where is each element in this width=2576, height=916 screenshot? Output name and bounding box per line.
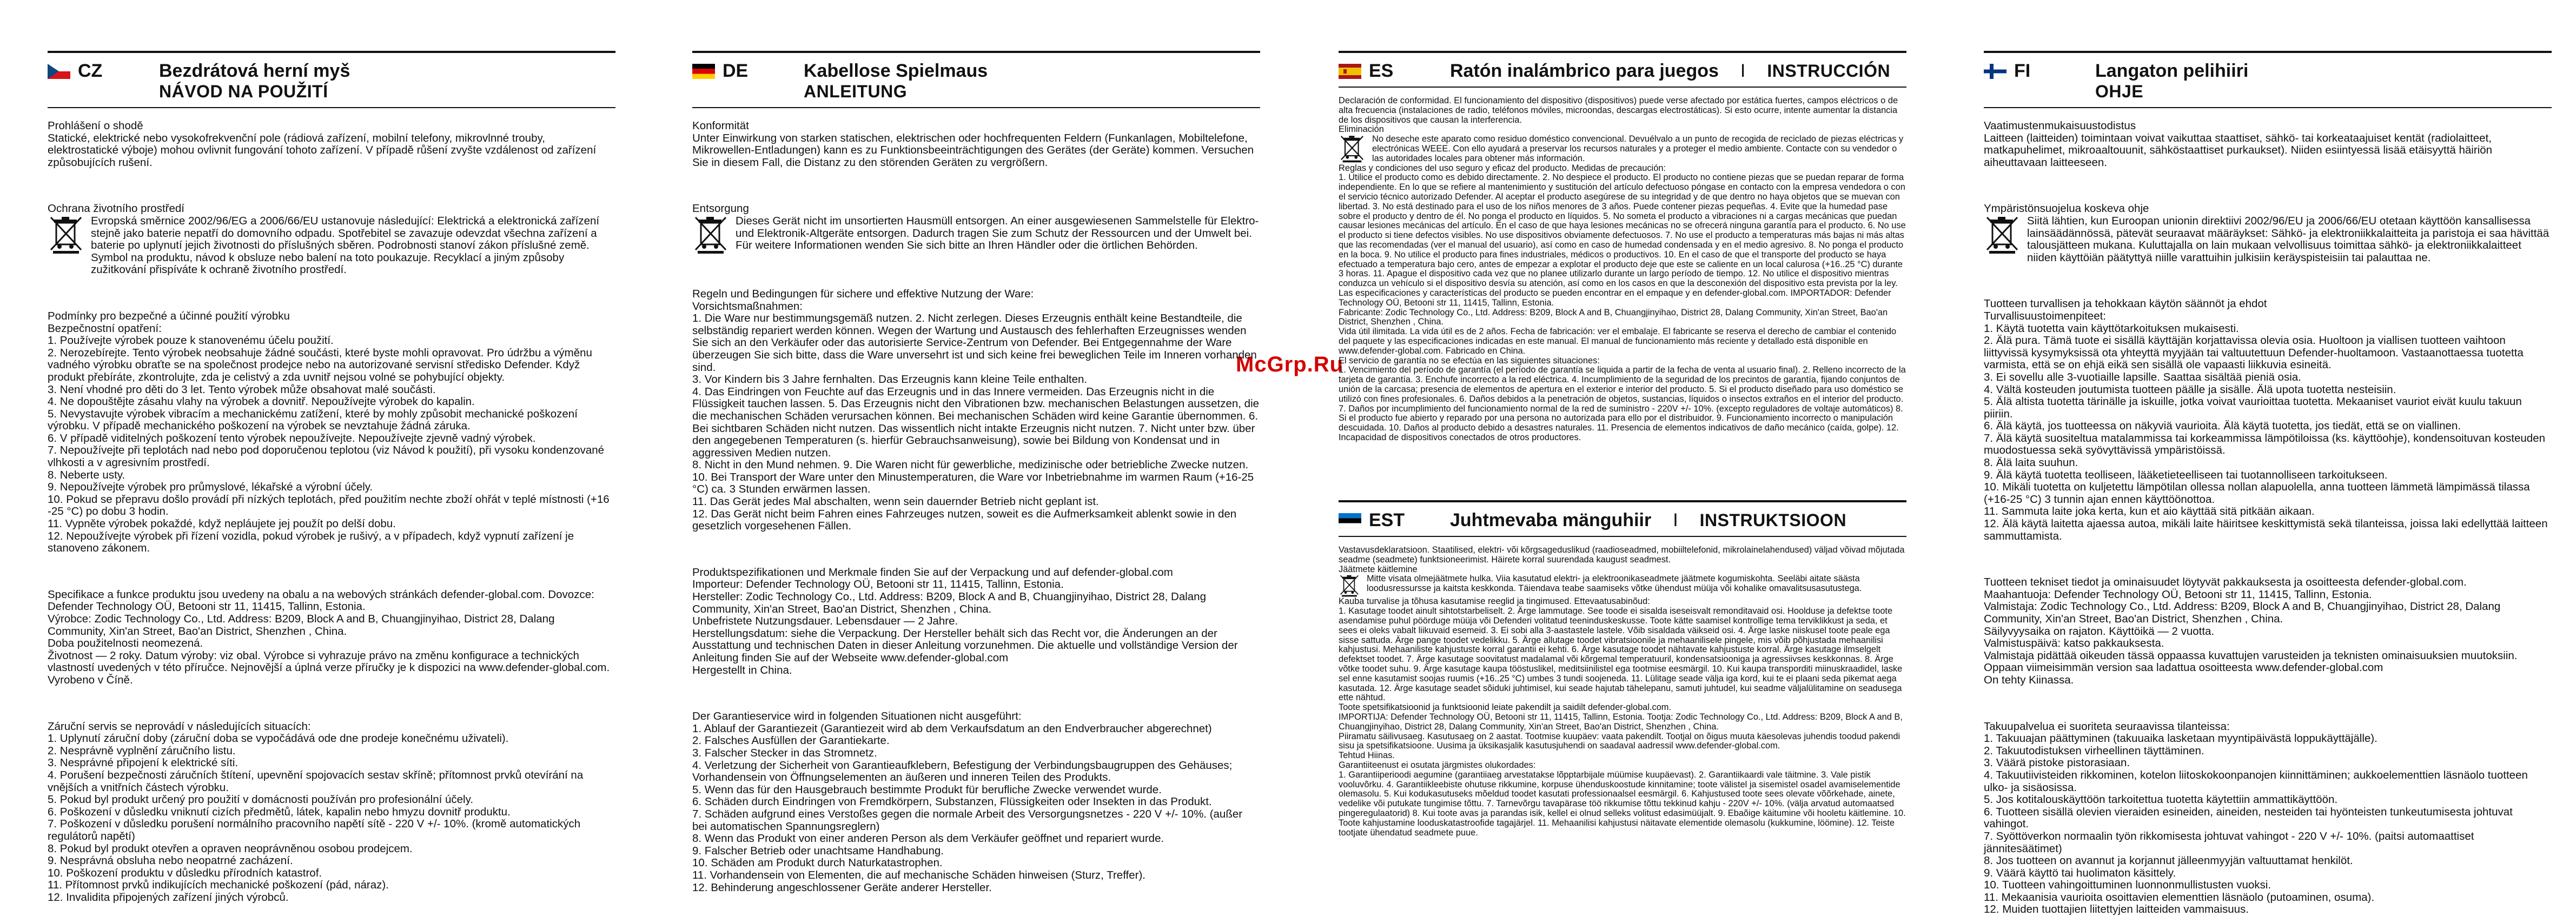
paragraph: Herstellungsdatum: siehe die Verpackung. Der Hersteller behält sich das Recht vor, die Änderungen an der Ausstattung und technischen Daten in dieser Anleitung vorzunehmen. Die aktuelle und vollständige Version der Anleitung finden Sie auf der Webseite www.defender-global.com bbox=[692, 627, 1238, 664]
manual-subtitle: NÁVOD NA POUŽITÍ bbox=[159, 82, 328, 101]
paragraph: 11. Vorhandensein von Elementen, die auf mechanische Schäden hinweisen (Sturz, Treffer). bbox=[692, 868, 1145, 881]
paragraph: 4. Das Eindringen von Feuchte auf das Erzeugnis und in das Innere vermeiden. Das Erzeugnis nicht in die Flüssigkeit tauchen lassen. 5. Das Erzeugnis nicht den Vibrationen bzw. mechanischen Belastungen aussetzen, die die mechanischen Schäden verursachen können. Bei mechanischen Schäden wird keine Garantie übernommen. 6. Bei sichtbaren Schäden nicht nutzen. Das wissentlich nicht intakte Erzeugnis nicht nutzen. 7. Nicht unter bzw. über den angegebenen Temperaturen (s. hierfür Gebrauchsanweisung), sowie bei Bildung von Kondensat und in aggressiven Medien nutzen. bbox=[692, 385, 1260, 459]
flag-fi-icon bbox=[1984, 64, 2007, 79]
body-cz bbox=[48, 120, 615, 904]
crossed-bin-icon bbox=[1339, 135, 1366, 163]
environment-text: Evropská směrnice 2002/96/EG a 2006/66/EU ustanovuje následující: Elektrická a elektronická zařízení stejně jako baterie nepatří do domovního odpadu. Spotřebitel se zavazuje odevzdat všechna zařízení a baterie po uplynutí jejich životnosti do příslušných sběren. Podrobnosti stanoví zákon příslušné země. Symbol na produktu, návod k obsluze nebo balení na toto poukazuje. Recyklací a jiným způsoby zužitkování přispíváte k ochraně životního prostředí. bbox=[91, 214, 600, 276]
lang-code: FI bbox=[2014, 61, 2031, 81]
paragraph: 10. Mikäli tuotetta on kuljetettu lämpötilan ollessa nollan alapuolella, anna tuotteen lämmetä lämpimässä tilassa (+16-25 °C) 3 tunnin ajan ennen käyttöönottoa. bbox=[1984, 481, 2530, 506]
paragraph: 1. Používejte výrobek pouze k stanovenému účelu použití. bbox=[48, 334, 334, 347]
product-title: Ratón inalámbrico para juegos bbox=[1450, 61, 1719, 81]
paragraph: Ochrana životního prostředí bbox=[48, 202, 184, 215]
paragraph: Doba použitelnosti neomezená. bbox=[48, 637, 203, 650]
paragraph: 2. Takuutodistuksen virheellinen täyttäminen. bbox=[1984, 744, 2204, 757]
paragraph: 9. Älä käytä tuotetta teolliseen, lääketieteelliseen tai tuotannolliseen tarkoitukseen. bbox=[1984, 468, 2388, 481]
section-cz bbox=[48, 51, 615, 904]
paragraph: 11. Sammuta laite joka kerta, kun et aio käyttää sitä pitkään aikaan. bbox=[1984, 505, 2315, 518]
paragraph-gap bbox=[692, 688, 1260, 700]
environment-note bbox=[1984, 215, 2552, 264]
paragraph: Kauba turvalise ja tõhusa kasutamise reeglid ja tingimused. Ettevaatusabinõud: bbox=[1339, 596, 1650, 607]
paragraph: Produktspezifikationen und Merkmale finden Sie auf der Verpackung und auf defender-global.com bbox=[692, 566, 1173, 579]
paragraph: 3. Vor Kindern bis 3 Jahre fernhalten. Das Erzeugnis kann kleine Teile enthalten. bbox=[692, 373, 1088, 386]
paragraph-gap bbox=[1984, 275, 2552, 287]
paragraph: 1. Utilice el producto como es debido directamente. 2. No despiece el producto. El producto no contiene piezas que se puedan reparar de forma independiente. En lo que se refiere al mantenimiento y sustitución del artículo defectuoso póngase en contacto con la empresa vendedora o con el servicio técnico autorizado Defender. Al aceptar el producto asegúrese de su integridad y de que dentro no haya objetos que se muevan con libertad. 3. No está destinado para el uso de los niños menores de 3 años. Puede contener piezas pequeñas. 4. Evite que la humedad pase sobre el producto y dentro de él. No ponga el producto en líquidos. 5. No someta el producto a vibraciones ni a cargas mecánicas que puedan causar lesiones mecánicas del artículo. En el caso de que haya lesiones mecánicas no se ofrecerá ninguna garantía para el producto. 6. No use el producto si tiene defectos visibles. No use dispositivos obviamente defectuosos. 7. No use el producto a temperaturas más bajas ni más altas que las recomendadas (ver el manual del usuario), así como en caso de humedad condensada y en el medio agresivo. 8. No ponga el producto en la boca. 9. No utilice el producto para fines industriales, médicos o productivos. 10. En el caso de que el transporte del producto se haya efectuado a temperatura bajo cero, antes de empezar a explotar el producto deje que este se caliente en un local calurosa (+16..25 °C) durante 3 horas. 11. Apague el dispositivo cada vez que no planee utilizarlo durante un largo período de tiempo. 12. No utilice el dispositivo mientras conduzca un vehículo si el dispositivo desvía su atención, así como en los casos en que la desconexión del dispositivo esta prevista por la ley. bbox=[1339, 172, 1906, 289]
paragraph: 2. Falsches Ausfüllen der Garantiekarte. bbox=[692, 734, 890, 747]
paragraph: Eliminación bbox=[1339, 124, 1384, 135]
paragraph: 12. Invalidita připojených zařízení jiných výrobců. bbox=[48, 891, 289, 904]
paragraph: Takuupalvelua ei suoriteta seuraavissa tilanteissa: bbox=[1984, 720, 2230, 733]
paragraph: 12. Nepoužívejte výrobek při řízení vozidla, pokud výrobek je rušivý, a v případech, když vypnutí zařízení je stanoveno zákonem. bbox=[48, 529, 574, 555]
flag-de-icon bbox=[692, 64, 715, 79]
watermark: McGrp.Ru bbox=[1236, 353, 1344, 376]
paragraph: Toote spetsifikatsioonid ja funktsioonid leiate pakendilt ja saidilt defender-global.com. bbox=[1339, 702, 1672, 713]
paragraph: Vastavusdeklaratsioon. Staatilised, elektri- või kõrgsageduslikud (raadioseadmed, mobiiltelefonid, mikrolainelahendused) väljad võivad mõjutada seadme (seadmete) funktsioneerimist. Häirete korral suurendada kaugust seadmest. bbox=[1339, 545, 1905, 565]
crossed-bin-icon bbox=[1339, 574, 1360, 597]
divider bbox=[1339, 87, 1906, 88]
header-cz bbox=[48, 51, 615, 102]
paragraph: 11. Mekaanisia vaurioita osoittavien elementtien läsnäolo (putoaminen, osuma). bbox=[1984, 891, 2375, 904]
paragraph: 11. Přítomnost prvků indikujících mechanické poškození (pád, náraz). bbox=[48, 879, 389, 892]
paragraph: 12. Behinderung angeschlossener Geräte anderer Hersteller. bbox=[692, 881, 992, 894]
paragraph: Las especificaciones y características del producto se pueden encontrar en el empaque y en defender-global.com. IMPORTADOR: Defender Technology OÜ, Betooni str 11, 11415, Tallinn, Estonia. bbox=[1339, 288, 1891, 308]
paragraph: 4. Takuutiivisteiden rikkominen, kotelon liitoskokoonpanojen kiinnittäminen; aukkoelementtien läsnäolo tuotteen ulko- ja sisäosissa. bbox=[1984, 768, 2528, 794]
divider bbox=[692, 107, 1260, 108]
paragraph: Piiramatu säilivusaeg. Kasutusaeg on 2 aastat. Tootmise kuupäev: vaata pakendilt. Tootjal on õigus muuta käesolevas juhendis toodud pakendi sisu ja spetsifikatsioone. Uusima ja üksikasjalik kasutusjuhendi on saadaval aadressil www.defender-global.com. bbox=[1339, 731, 1900, 751]
environment-text: Siitä lähtien, kun Euroopan unionin direktiivi 2002/96/EU ja 2006/66/EU otetaan käyttöön kansallisessa lainsäädännössä, pätevät seuraavat määräykset: Sähkö- ja elektroniikkalaitteita ja paristoja ei saa hävittää talousjätteen mukana. Kuluttajalla on lain mukaan velvollisuus toimittaa sähkö- ja elektroniikkalaitteet niiden käyttöiän päätyttyä niille varattuihin julkisiin keräyspisteisiin tai palauttaa ne. bbox=[2027, 214, 2549, 264]
paragraph: 6. Tuotteen sisällä olevien vieraiden esineiden, aineiden, nesteiden tai hyönteisten tunkeutumisesta johtuvat vahingot. bbox=[1984, 805, 2513, 831]
paragraph-gap bbox=[692, 180, 1260, 192]
paragraph: Konformität bbox=[692, 120, 749, 132]
environment-text: Mitte visata olmejäätmete hulka. Viia kasutatud elektri- ja elektroonikaseadmete jäätmete kogumiskohta. Seeläbi aitate säästa loodusressursse ja kaitsta keskkonda. Täiendava teabe saamiseks võtke ühendust müüja või kohalike omavalitsusasutustega. bbox=[1367, 574, 1862, 594]
paragraph: 5. Älä altista tuotetta tärinälle ja iskuille, jotka voivat vaurioittaa tuotetta. Mekaaniset vauriot eivät kuulu takuun piiriin. bbox=[1984, 395, 2522, 420]
paragraph: Tuotteen tekniset tiedot ja ominaisuudet löytyvät pakkauksesta ja osoitteesta defender-global.com. bbox=[1984, 576, 2467, 589]
header-fi bbox=[1984, 51, 2552, 102]
paragraph: 5. Wenn das für den Hausgebrauch bestimmte Produkt für berufliche Zwecke verwendet wurde. bbox=[692, 783, 1162, 796]
divider bbox=[1984, 107, 2552, 108]
environment-text: No deseche este aparato como residuo doméstico convencional. Devuélvalo a un punto de recogida de reciclado de piezas eléctricas y electrónicas WEEE. Con ello ayudará a preservar los recursos naturales y a proteger el medio ambiente. Contacte con su vendedor o las autoridades locales para obtener más información. bbox=[1372, 134, 1904, 163]
product-title: Kabellose Spielmaus bbox=[804, 61, 988, 81]
paragraph: Bezpečnostní opatření: bbox=[48, 322, 162, 335]
paragraph-gap bbox=[1984, 554, 2552, 566]
paragraph: 10. Poškození produktu v důsledku přírodních katastrof. bbox=[48, 866, 322, 879]
paragraph: 7. Nepoužívejte při teplotách nad nebo pod doporučenou teplotou (viz Návod k použití), při vysoku kondenzované vlhkosti a v agresivním prostředí. bbox=[48, 444, 605, 469]
paragraph: Hersteller: Zodic Technology Co., Ltd. Address: B209, Block A and B, Chuangjinyihao, District 28, Dalang Community, Xin'an Street, Bao'an District, Shenzhen , China. bbox=[692, 590, 1206, 615]
title-separator: I bbox=[1740, 61, 1746, 81]
paragraph: Maahantuoja: Defender Technology OÜ, Betooni str 11, 11415, Tallinn, Estonia. bbox=[1984, 588, 2372, 601]
paragraph: 1. Vencimiento del período de garantía (el período de garantía se liquida a partir de la fecha de venta al usuario final). 2. Relleno incorrecto de la tarjeta de garantía. 3. Enchufe incorrecto a la red eléctrica. 4. Incumplimiento de la seguridad de los precintos de garantía, fijando conjuntos de unión de la carcasa; presencia de elementos de apertura en el exterior e interior del producto. 5. Si el producto diseñado para uso doméstico se utilizó con fines profesionales. 6. Daños debidos a la penetración de objetos, sustancias, líquidos o insectos extraños en el interior del producto. 7. Daños por incumplimiento del funcionamiento normal de la red de suministro - 220V +/- 10%. (excepto reguladores de voltaje automáticos) 8. Si el producto fue abierto y reparado por una persona no autorizada para ello por el distribuidor. 9. Funcionamiento incorrecto o manipulación descuidada. 10. Daños al producto debido a desastres naturales. 11. Presencia de elementos indicativos de daño mecánico (caída, golpe). 12. Incapacidad de dispositivos conectados de otros productores. bbox=[1339, 365, 1906, 442]
paragraph: 4. Ne dopouštějte zásahu vlahy na výrobek a dovnitř. Nepoužívejte výrobek do kapalin. bbox=[48, 395, 475, 408]
paragraph: Specifikace a funkce produktu jsou uvedeny na obalu a na webových stránkách defender-global.com. Dovozce: Defender Technology OÜ, Betooni str 11, 11415, Tallinn, Estonia. bbox=[48, 588, 594, 613]
paragraph: 1. Ablauf der Garantiezeit (Garantiezeit wird ab dem Verkaufsdatum an den Endverbraucher abgerechnet) bbox=[692, 722, 1212, 735]
section-es bbox=[1339, 51, 1906, 443]
paragraph-gap bbox=[48, 180, 615, 192]
paragraph-gap bbox=[48, 566, 615, 578]
lang-code: EST bbox=[1369, 510, 1405, 530]
paragraph: Declaración de conformidad. El funcionamiento del dispositivo (dispositivos) puede verse afectado por estática fuertes, campos eléctricos o de alta frecuencia (instalaciones de radio, teléfonos móviles, microondas, descargas electrostáticas). Si esto ocurre, intente aumentar la distancia de los dispositivos que causan la interferencia. bbox=[1339, 96, 1898, 125]
paragraph: 7. Älä käytä suositeltua matalammissa tai korkeammissa lämpötiloissa (ks. käyttöohje), kondensoituvan kosteuden muodostuessa sekä syövyttävissä ympäristöissä. bbox=[1984, 432, 2546, 457]
paragraph: 9. Falscher Betrieb oder unachtsame Handhabung. bbox=[692, 844, 944, 857]
product-title: Bezdrátová herní myš bbox=[159, 61, 350, 81]
paragraph: Tehtud Hiinas. bbox=[1339, 751, 1395, 761]
paragraph-gap bbox=[692, 265, 1260, 277]
paragraph: 11. Vypněte výrobek pokaždé, když nepláujete jej použít po delší dobu. bbox=[48, 517, 396, 530]
title-separator: I bbox=[1673, 510, 1678, 530]
paragraph: 3. Falscher Stecker in das Stromnetz. bbox=[692, 746, 877, 759]
paragraph: 10. Tuotteen vahingoittuminen luonnonmullistusten vuoksi. bbox=[1984, 879, 2272, 892]
paragraph: 4. Vältä kosteuden joutumista tuotteen päälle ja sisälle. Älä upota tuotetta nesteisiin. bbox=[1984, 383, 2396, 396]
paragraph: 7. Syöttöverkon normaalin työn rikkomisesta johtuvat vahingot - 220 V +/- 10%. (paitsi automaattiset jännitesäätimet) bbox=[1984, 829, 2474, 855]
crossed-bin-icon bbox=[48, 215, 84, 254]
paragraph: 8. Jos tuotteen on avannut ja korjannut jälleenmyyjän valtuuttamat henkilöt. bbox=[1984, 854, 2353, 867]
manual-subtitle: OHJE bbox=[2095, 82, 2144, 101]
lang-code: DE bbox=[723, 61, 749, 81]
paragraph: Fabricante: Zodic Technology Co., Ltd. Address: B209, Block A and B, Chuangjinyihao, District 28, Dalang Community, Xin'an Street, Bao'an District, Shenzhen , China. bbox=[1339, 307, 1888, 327]
paragraph: 6. Älä käytä, jos tuotteessa on näkyviä vaurioita. Älä käytä tuotetta, jos tiedät, että se on viallinen. bbox=[1984, 420, 2461, 433]
paragraph: El servicio de garantía no se efectúa en las siguientes situaciones: bbox=[1339, 355, 1600, 366]
body-fi bbox=[1984, 120, 2552, 916]
paragraph: Valmistaja: Zodic Technology Co., Ltd. Address: B209, Block A and B, Chuangjinyihao, District 28, Dalang Community, Xin'an Street, Bao'an District, Shenzhen , China. bbox=[1984, 600, 2501, 625]
manual-subtitle: INSTRUCCIÓN bbox=[1767, 61, 1891, 81]
paragraph: On tehty Kiinassa. bbox=[1984, 673, 2074, 686]
paragraph: 12. Das Gerät nicht beim Fahren eines Fahrzeuges nutzen, soweit es die Aufmerksamkeit ablenkt sowie in den gesetzlich vorgesehenen Fällen. bbox=[692, 507, 1237, 533]
paragraph: 4. Porušení bezpečnosti záručních štítení, upevnění spojovacích sestav skříně; přítomnost prvků otevírání na vnějších a vnitřních částech výrobku. bbox=[48, 768, 584, 794]
paragraph: 1. Kasutage toodet ainult sihtotstarbeliselt. 2. Ärge lammutage. See toode ei sisalda iseseisvalt remonditavaid osi. Hoolduse ja defektse toote asendamise puhul pöörduge müüja või Defenderi volitatud teeninduskeskusse. Toote kätte saamisel kontrollige tema terviklikkust ja seda, et sees ei oleks vabalt liikuvaid esemeid. 3. Ei sobi alla 3-aastastele lastele. Võib sisaldada väikseid osi. 4. Ärge laske niiskusel toote peale ega sisse sattuda. Ärge pange toodet vedelikku. 5. Ärge allutage toodet vibratsioonile ja mehaanilisele pingele, mis võib põhjustada mehaanilisi kahjustusi. Mehaaniliste kahjustuste korral garantii ei kehti. 6. Ärge kasutage toodet nähtavate kahjustuste korral. Ärge kasutage ilmselgelt defektset toodet. 7. Ärge kasutage soovitatust madalamal või kõrgemal temperatuuril, kondensatsiooniga ja agressiivses keskkonnas. 8. Ärge võtke toodet suhu. 9. Ärge kasutage kaupa tööstuslikel, meditsiinilistel ega tootmise eesmärgil. 10. Kui kaupa transporditi miinuskraadidel, laske sel enne kasutamist soojas ruumis (+16..25 °C) umbes 3 tundi soojeneda. 11. Lülitage seade välja iga kord, kui te ei plaani seda pikemat aega kasutada. 12. Ärge kasutage seadet sõiduki juhtimisel, kui seade hajutab tähelepanu, samuti juhtudel, kui seadme väljalülitamine on seadusega ette nähtud. bbox=[1339, 606, 1903, 703]
paragraph: 8. Neberte usty. bbox=[48, 468, 125, 481]
paragraph: Hergestellt in China. bbox=[692, 663, 792, 676]
body-es bbox=[1339, 96, 1906, 443]
paragraph: 5. Nevystavujte výrobek vibracím a mechanickému zatížení, které by mohly způsobit mechanické poškození výrobku. V případě mechanického poškození na výrobek se nevztahuje žádná záruka. bbox=[48, 407, 578, 433]
paragraph: 2. Nesprávně vyplnění záručního listu. bbox=[48, 744, 236, 757]
paragraph-gap bbox=[48, 698, 615, 709]
environment-note bbox=[48, 215, 615, 276]
paragraph: Prohlášení o shodě bbox=[48, 120, 143, 132]
paragraph: 1. Uplynutí záruční doby (záruční doba se vypočádává ode dne prodeje konečnému uživateli). bbox=[48, 732, 509, 745]
paragraph-gap bbox=[1984, 698, 2552, 709]
environment-note bbox=[692, 215, 1260, 254]
lang-code: CZ bbox=[78, 61, 103, 81]
paragraph: 5. Jos kotitalouskäyttöön tarkoitettua tuotetta käytettiin ammattikäyttöön. bbox=[1984, 793, 2338, 806]
product-title: Langaton pelihiiri bbox=[2095, 61, 2249, 81]
paragraph: 6. V případě viditelných poškození tento výrobek nepoužívejte. Nepoužívejte zjevně vadný výrobek. bbox=[48, 432, 536, 444]
paragraph: Reglas y condiciones del uso seguro y eficaz del producto. Medidas de precaución: bbox=[1339, 163, 1666, 173]
paragraph: 12. Muiden tuottajien liitettyjen laitteiden vammaisuus. bbox=[1984, 903, 2249, 916]
divider bbox=[1339, 536, 1906, 537]
manual-subtitle: ANLEITUNG bbox=[804, 82, 908, 101]
section-est bbox=[1339, 500, 1906, 838]
paragraph: 9. Nepoužívejte výrobek pro průmyslové, lékařské a výrobní účely. bbox=[48, 481, 373, 494]
paragraph: 8. Pokud byl produkt otevřen a opraven neoprávněnou osobou prodejcem. bbox=[48, 842, 413, 855]
paragraph: 10. Schäden am Produkt durch Naturkatastrophen. bbox=[692, 857, 943, 869]
paragraph: 1. Garantiiperioodi aegumine (garantiiaeg arvestatakse lõpptarbijale müümise kuupäevast). 2. Garantiikaardi vale täitmine. 3. Vale pistik vooluvõrku. 4. Garantiikleebiste ohutuse rikkumine, korpuse ühenduskoostude kinnitamine; toote välistel ja sisemistel osadel avamiselementide olemasolu. 5. Kui kodukasutuseks mõeldud toodet kasutati professionaalsel eesmärgil. 6. Kahjustused toote sees olevate võõrkehade, ainete, vedelike või putukate tungimise tõttu. 7. Tarnevõrgu tavapärase töö rikkumise tõttu tekkinud kahju - 220V +/- 10%. (välja arvatud automaatsed pingeregulaatorid) 8. Kui toote avas ja parandas isik, kellel ei olnud selleks volitust edasimüüjalt. 9. Ebaõige käitumine või hooletu käitlemine. 10. Toote kahjustamine looduskatastroofide tagajärjel. 11. Mehaanilisi kahjustusi näitavate elementide olemasolu (kukkumine, löömine). 12. Teiste tootjate ühendatud seadmete puue. bbox=[1339, 769, 1906, 838]
flag-cz-icon bbox=[48, 64, 70, 79]
paragraph: 12. Älä käytä laitetta ajaessa autoa, mikäli laite häiritsee keskittymistä sekä tilanteissa, joissa laki edellyttää laitteen sammuttamista. bbox=[1984, 517, 2548, 542]
paragraph: Unbefristete Nutzungsdauer. Lebensdauer — 2 Jahre. bbox=[692, 615, 958, 628]
paragraph: Turvallisuustoimenpiteet: bbox=[1984, 309, 2106, 322]
section-de bbox=[692, 51, 1260, 894]
manual-subtitle: INSTRUKTSIOON bbox=[1699, 510, 1847, 530]
crossed-bin-icon bbox=[692, 215, 729, 254]
flag-est-icon bbox=[1339, 513, 1361, 528]
paragraph: 8. Wenn das Produkt von einer anderen Person als dem Verkäufer geöffnet und repariert wurde. bbox=[692, 832, 1164, 845]
paragraph: Vida útil ilimitada. La vida útil es de 2 años. Fecha de fabricación: ver el embalaje. El fabricante se reserva el derecho de cambiar el contenido del paquete y las especificaciones indicadas en este manual. El manual de funcionamiento más reciente y detallado está disponible en www.defender-global.com. Fabricado en China. bbox=[1339, 327, 1897, 356]
paragraph: 5. Pokud byl produkt určený pro použití v domácnosti používán pro profesionální účely. bbox=[48, 793, 474, 806]
paragraph: Statické, elektrické nebo vysokofrekvenční pole (rádiová zařízení, mobilní telefony, mikrovlnné trouby, elektrostatické výboje) mohou ovlivnit fungování tohoto zařízení. V případě růšení zvyšte vzdálenost od zařízení způsobujících rušení. bbox=[48, 131, 597, 169]
paragraph: Životnost — 2 roky. Datum výroby: viz obal. Výrobce si vyhrazuje právo na změnu konfigurace a technických vlastností uvedených v této příručce. Nejnovější a úplná verze příručky je k dispozici na www.defender-global.com. Vyrobeno v Číně. bbox=[48, 649, 610, 686]
paragraph: 9. Väärä käyttö tai huolimaton käsittely. bbox=[1984, 866, 2176, 879]
paragraph: Der Garantieservice wird in folgenden Situationen nicht ausgeführt: bbox=[692, 710, 1022, 723]
paragraph: Jäätmete käitlemine bbox=[1339, 564, 1418, 574]
paragraph-gap bbox=[48, 287, 615, 299]
paragraph: 1. Käytä tuotetta vain käyttötarkoituksen mukaisesti. bbox=[1984, 322, 2239, 335]
section-fi bbox=[1984, 51, 2552, 916]
paragraph: 11. Das Gerät jedes Mal abschalten, wenn sein dauernder Betrieb nicht geplant ist. bbox=[692, 495, 1099, 508]
crossed-bin-icon bbox=[1984, 215, 2021, 254]
paragraph: 7. Schäden aufgrund eines Verstoßes gegen die normale Arbeit des Versorgungsnetzes - 220 V +/- 10%. (außer bei automatischen Spannungsreglern) bbox=[692, 807, 1243, 833]
paragraph: 1. Die Ware nur bestimmungsgemäß nutzen. 2. Nicht zerlegen. Dieses Erzeugnis enthält keine Bestandteile, die selbständig repariert werden können. Wegen der Wartung und Austausch des fehlerhaften Erzeugnisses wenden Sie sich an den Verkäufer oder das autorisierte Service-Zentrum von Defender. Bei Entgegennahme der Ware überzeugen Sie sich bitte, dass die Ware unversehrt ist und sich keine frei beweglichen Teile im Inneren vorhanden sind. bbox=[692, 312, 1257, 374]
environment-note bbox=[1339, 574, 1906, 597]
header-est bbox=[1339, 500, 1906, 530]
paragraph: Regeln und Bedingungen für sichere und effektive Nutzung der Ware: bbox=[692, 287, 1034, 300]
paragraph: Podmínky pro bezpečné a účinné použití výrobku bbox=[48, 309, 290, 322]
paragraph: 3. Ei sovellu alle 3-vuotiaille lapsille. Saattaa sisältää pieniä osia. bbox=[1984, 370, 2301, 383]
paragraph: 2. Nerozebírejte. Tento výrobek neobsahuje žádné součásti, které byste mohli opravovat. Pro údržbu a výměnu vadného výrobku obraťte se na společnost prodejce nebo na autorizované servisní středisko Defender. Když produkt přebíráte, zkontrolujte, zda je celistvý a zda uvnitř nejsou volné se pohybující objekty. bbox=[48, 346, 592, 383]
paragraph: Tuotteen turvallisen ja tehokkaan käytön säännöt ja ehdot bbox=[1984, 297, 2267, 310]
flag-es-icon bbox=[1339, 64, 1361, 79]
paragraph: Výrobce: Zodic Technology Co., Ltd. Address: B209, Block A and B, Chuangjinyihao, District 28, Dalang Community, Xin'an Street, Bao'an District, Shenzhen , China. bbox=[48, 613, 555, 638]
product-title: Juhtmevaba mänguhiir bbox=[1450, 510, 1652, 530]
paragraph: 3. Nesprávné připojení k elektrické síti. bbox=[48, 756, 239, 769]
paragraph-gap bbox=[692, 543, 1260, 555]
paragraph: Záruční servis se neprovádí v následujících situacích: bbox=[48, 720, 311, 733]
paragraph: Entsorgung bbox=[692, 202, 749, 215]
body-est bbox=[1339, 546, 1906, 838]
header-es bbox=[1339, 51, 1906, 81]
divider bbox=[48, 107, 615, 108]
paragraph: 6. Schäden durch Eindringen von Fremdkörpern, Substanzen, Flüssigkeiten oder Insekten in das Produkt. bbox=[692, 795, 1212, 808]
paragraph: 7. Poškození v důsledku porušení normálního pracovního napětí sítě - 220 V +/- 10%. (kromě automatických regulátorů napětí) bbox=[48, 818, 581, 842]
paragraph: Unter Einwirkung von starken statischen, elektrischen oder hochfrequenten Feldern (Funkanlagen, Mobiltelefone, Mikrowellen-Entladungen) kann es zu Funktionsbeeinträchtigungen des Gerätes (der Geräte) kommen. Versuchen Sie in diesem Fall, die Distanz zu den störenden Geräten zu vergrößern. bbox=[692, 131, 1254, 169]
paragraph: 8. Nicht in den Mund nehmen. 9. Die Waren nicht für gewerbliche, medizinische oder betriebliche Zwecke nutzen. 10. Bei Transport der Ware unter den Minustemperaturen, die Ware vor Inbetriebnahme im warmen Raum (+16-25 °C) ca. 3 Stunden erwärmen lassen. bbox=[692, 459, 1254, 496]
paragraph: Vorsichtsmaßnahmen: bbox=[692, 300, 803, 313]
body-de bbox=[692, 120, 1260, 894]
paragraph: 3. Väärä pistoke pistorasiaan. bbox=[1984, 756, 2130, 769]
paragraph: 9. Nesprávná obsluha nebo neopatrné zacházení. bbox=[48, 854, 293, 867]
paragraph: 4. Verletzung der Sicherheit von Garantieaufklebern, Befestigung der Verbindungsbaugruppen des Gehäuses; Vorhandensein von Öffnungselementen an äußeren und inneren Teilen des Produkts. bbox=[692, 759, 1233, 784]
paragraph: 8. Älä laita suuhun. bbox=[1984, 456, 2078, 469]
environment-note bbox=[1339, 135, 1906, 163]
paragraph: Garantiiteenust ei osutata järgmistes olukordades: bbox=[1339, 760, 1536, 770]
environment-text: Dieses Gerät nicht im unsortierten Hausmüll entsorgen. An einer ausgewiesenen Sammelstelle für Elektro- und Elektronik-Altgeräte entsorgen. Dadurch tragen Sie zum Schutz der Ressourcen und der Umwelt bei. Für weitere Informationen wenden Sie sich bitte an Ihren Händler oder die örtlichen Behörden. bbox=[736, 214, 1259, 252]
paragraph: 6. Poškození v důsledku vniknutí cizích předmětů, látek, kapalin nebo hmyzu dovnitř produktu. bbox=[48, 805, 511, 818]
paragraph: Importeur: Defender Technology OÜ, Betooni str 11, 11415, Tallinn, Estonia. bbox=[692, 578, 1064, 591]
lang-code: ES bbox=[1369, 61, 1394, 81]
paragraph: 2. Älä pura. Tämä tuote ei sisällä käyttäjän korjattavissa olevia osia. Huoltoon ja viallisen tuotteen vaihtoon liittyvissä kysymyksissä ota yhteyttä myyjään tai valtuutettuun Defender-huoltamoon. Vastaanottaessa tuotetta varmista, että se on ehjä eikä sen sisällä ole vapaasti liikkuvia esineitä. bbox=[1984, 334, 2524, 371]
header-de bbox=[692, 51, 1260, 102]
paragraph: Laitteen (laitteiden) toimintaan voivat vaikuttaa staattiset, sähkö- tai korkeataajuiset kentät (radiolaitteet, matkapuhelimet, mikroaaltouunit, sähköstaattiset purkaukset). Niiden esiintyessä lisää etäisyyttä häiriön aiheuttavaan laitteeseen. bbox=[1984, 131, 2493, 169]
paragraph: 3. Není vhodné pro děti do 3 let. Tento výrobek může obsahovat malé součásti. bbox=[48, 383, 436, 396]
paragraph: IMPORTIJA: Defender Technology OÜ, Betooni str 11, 11415, Tallinn, Estonia. Tootja: Zodic Technology Co., Ltd. Address: B209, Block A and B, Chuangjinyihao, District 28, Dalang Community, Xin'an Street, Bao'an District, Shenzhen , China. bbox=[1339, 712, 1903, 732]
paragraph: Ympäristönsuojelua koskeva ohje bbox=[1984, 202, 2149, 215]
paragraph: Valmistaja pidättää oikeuden tässä oppaassa kuvattujen varusteiden ja teknisten ominaisuuksien muutoksiin. Oppaan viimeisimmän version saa ladattua osoitteesta www.defender-global.com bbox=[1984, 649, 2518, 674]
paragraph-gap bbox=[1984, 180, 2552, 192]
paragraph: 10. Pokud se přepravu došlo provádí při nízkých teplotách, před použitím nechte zboží ohřát v teplé místnosti (+16 -25 °C) po dobu 3 hodin. bbox=[48, 493, 610, 518]
paragraph: Säilyvyysaika on rajaton. Käyttöikä — 2 vuotta. bbox=[1984, 625, 2215, 638]
paragraph: 1. Takuuajan päättyminen (takuuaika lasketaan myyntipäivästä loppukäyttäjälle). bbox=[1984, 732, 2378, 745]
paragraph: Valmistuspäivä: katso pakkauksesta. bbox=[1984, 637, 2164, 650]
paragraph: Vaatimustenmukaisuustodistus bbox=[1984, 120, 2136, 132]
